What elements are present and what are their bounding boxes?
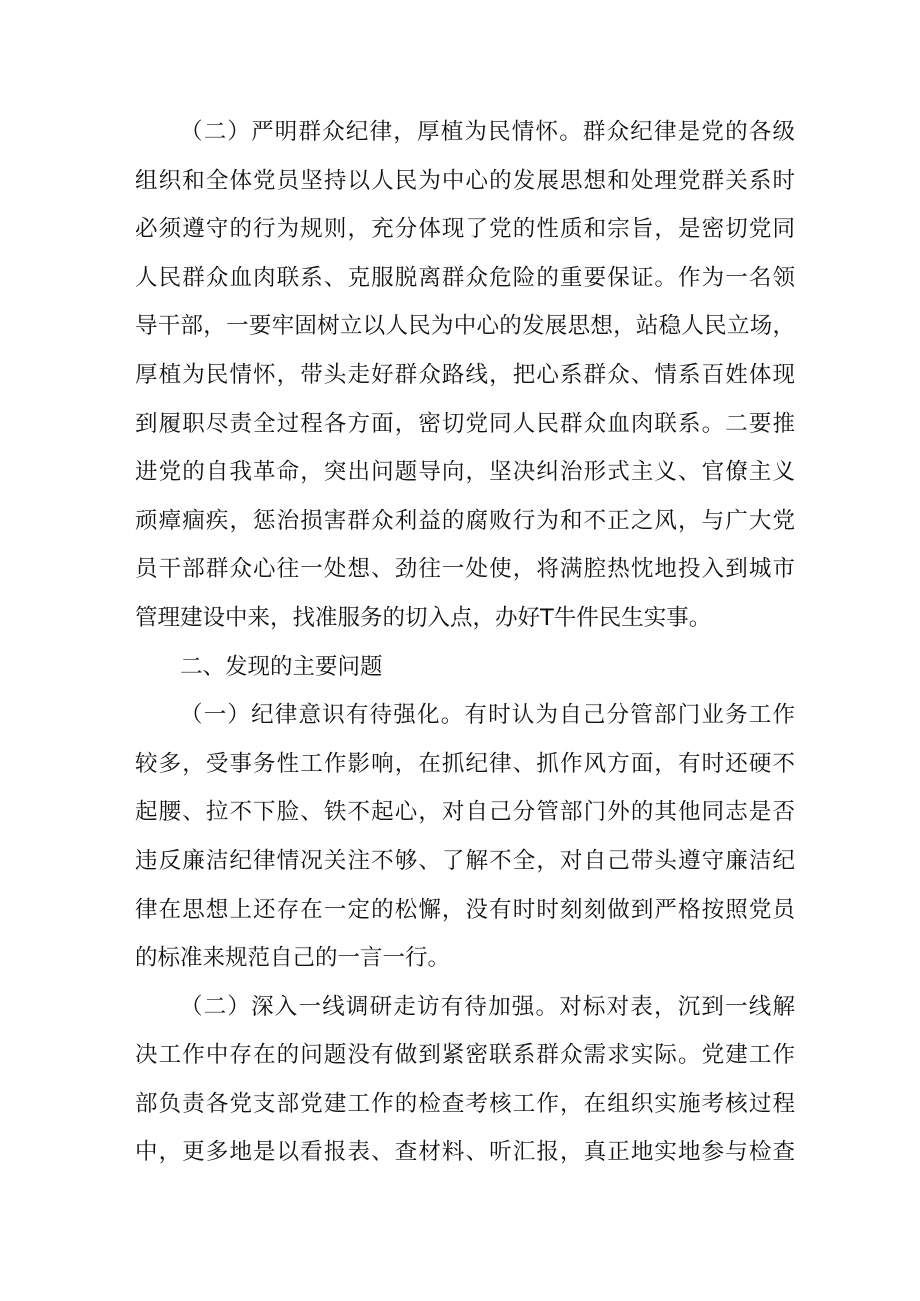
text-line: 较多，受事务性工作影响，在抓纪律、抓作风方面，有时还硬不 (135, 750, 795, 777)
text-line: 二、发现的主要问题 (180, 653, 383, 680)
text-line: 决工作中存在的问题没有做到紧密联系群众需求实际。党建工作 (135, 1042, 795, 1069)
text-line: 组织和全体党员坚持以人民为中心的发展思想和处理党群关系时 (135, 167, 795, 194)
text-line: 人民群众血肉联系、克服脱离群众危险的重要保证。作为一名领 (135, 264, 795, 291)
text-line: 律在思想上还存在一定的松懈，没有时时刻刻做到严格按照党员 (135, 896, 795, 923)
text-line: 必须遵守的行为规则，充分体现了党的性质和宗旨，是密切党同 (135, 216, 795, 243)
text-line: 部负责各党支部党建工作的检查考核工作，在组织实施考核过程 (135, 1090, 795, 1117)
text-line: （二）深入一线调研走访有待加强。对标对表，沉到一线解 (180, 993, 795, 1020)
text-line: 的标准来规范自己的一言一行。 (135, 945, 451, 972)
document-body (135, 108, 795, 1177)
text-line: 起腰、拉不下脸、铁不起心，对自己分管部门外的其他同志是否 (135, 799, 795, 826)
text-line: 导干部，一要牢固树立以人民为中心的发展思想，站稳人民立场， (135, 313, 795, 340)
text-line: （一）纪律意识有待强化。有时认为自己分管部门业务工作 (180, 702, 795, 729)
text-line: 到履职尽责全过程各方面，密切党同人民群众血肉联系。二要推 (135, 410, 795, 437)
text-line: 顽瘴痼疾，惩治损害群众利益的腐败行为和不正之风，与广大党 (135, 507, 795, 534)
text-line: 违反廉洁纪律情况关注不够、了解不全，对自己带头遵守廉洁纪 (135, 847, 795, 874)
text-line: 厚植为民情怀，带头走好群众路线，把心系群众、情系百姓体现 (135, 361, 795, 388)
text-line: 中，更多地是以看报表、查材料、听汇报，真正地实地参与检查 (135, 1139, 795, 1166)
text-line: （二）严明群众纪律，厚植为民情怀。群众纪律是党的各级 (180, 119, 795, 145)
text-line: 进党的自我革命，突出问题导向，坚决纠治形式主义、官僚主义 (135, 459, 795, 486)
text-line: 员干部群众心往一处想、劲往一处使，将满腔热忱地投入到城市 (135, 556, 795, 583)
text-line: 管理建设中来，找准服务的切入点，办好T牛件民生实事。 (135, 604, 712, 631)
